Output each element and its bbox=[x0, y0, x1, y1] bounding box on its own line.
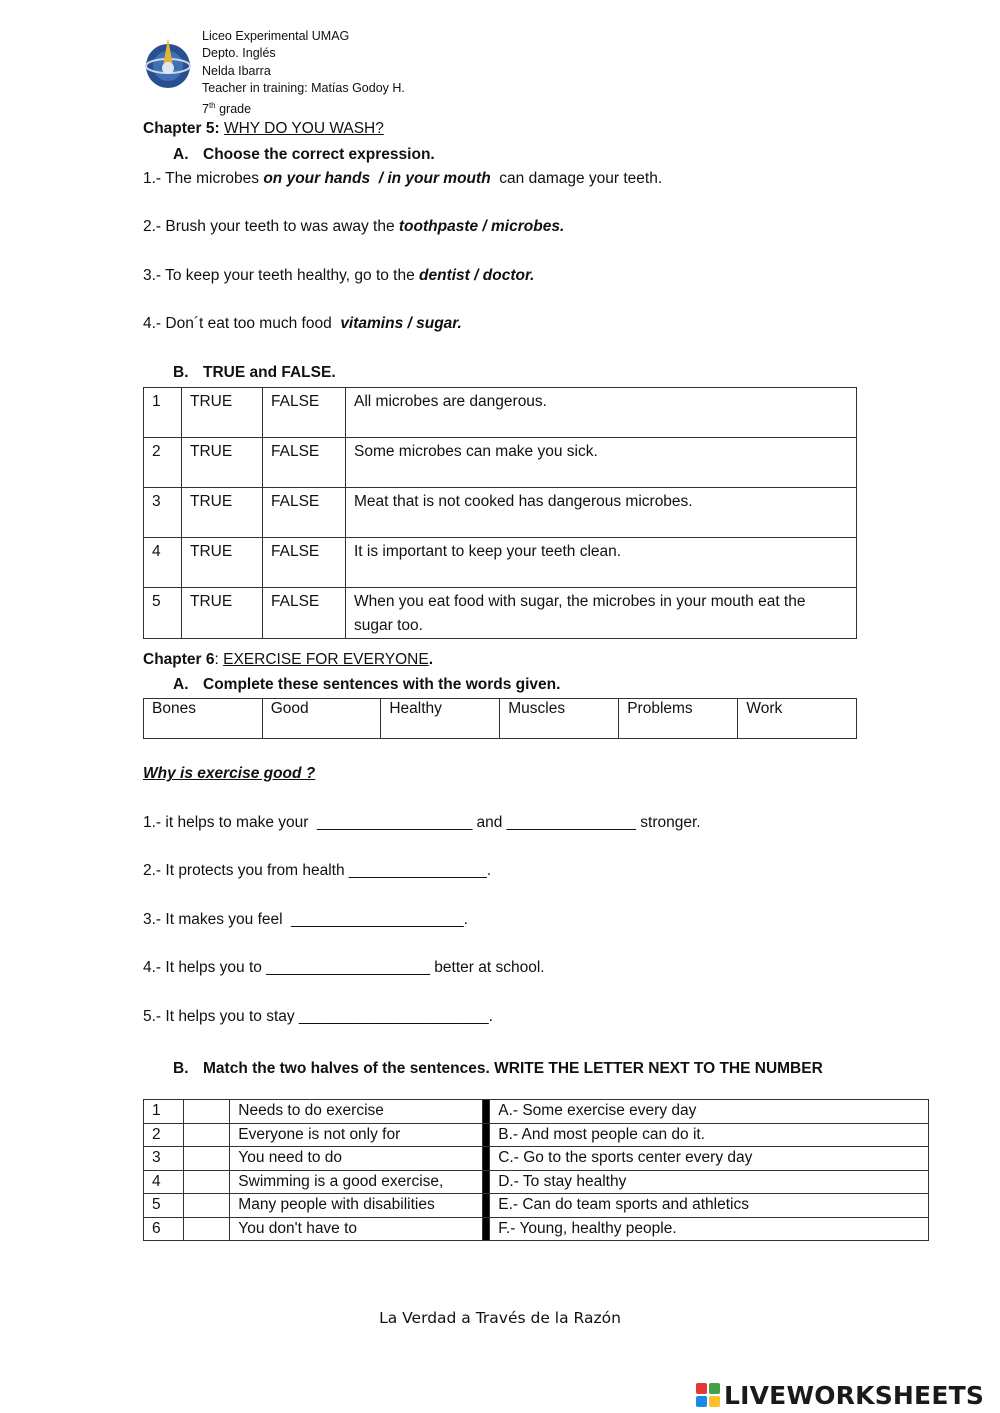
word-bank-item[interactable]: Work bbox=[738, 699, 857, 739]
table-row bbox=[144, 1123, 929, 1147]
brand-square bbox=[696, 1383, 707, 1394]
brand-name: LIVEWORKSHEETS bbox=[724, 1380, 985, 1410]
row-number: 2 bbox=[144, 1123, 184, 1147]
section-a-heading: A. Choose the correct expression. bbox=[173, 146, 435, 163]
table-row bbox=[144, 1147, 929, 1171]
divider bbox=[483, 1100, 490, 1124]
false-option[interactable]: FALSE bbox=[263, 538, 346, 588]
divider bbox=[483, 1147, 490, 1171]
word-bank bbox=[143, 698, 857, 739]
statement: Some microbes can make you sick. bbox=[346, 438, 857, 488]
liveworksheets-brand[interactable] bbox=[696, 1381, 984, 1409]
expression-item: 3.- To keep your teeth healthy, go to the dentist / doctor. bbox=[143, 267, 535, 284]
table-row bbox=[144, 1194, 929, 1218]
question-heading: Why is exercise good ? bbox=[143, 765, 316, 782]
true-option[interactable]: TRUE bbox=[182, 438, 263, 488]
row-number: 3 bbox=[144, 488, 182, 538]
first-half: Needs to do exercise bbox=[230, 1100, 483, 1124]
school-header bbox=[202, 28, 405, 119]
fill-blank-sentence[interactable]: 4.- It helps you to ___________________ better at school. bbox=[143, 959, 545, 976]
header-line: Depto. Inglés bbox=[202, 46, 276, 61]
word-bank-item[interactable]: Good bbox=[262, 699, 381, 739]
statement: Meat that is not cooked has dangerous microbes. bbox=[346, 488, 857, 538]
first-half: You need to do bbox=[230, 1147, 483, 1171]
false-option[interactable]: FALSE bbox=[263, 488, 346, 538]
expression-item: 4.- Don´t eat too much food vitamins / sugar. bbox=[143, 315, 462, 332]
chapter-5-title: Chapter 5: WHY DO YOU WASH? bbox=[143, 120, 384, 137]
fill-blank-sentence[interactable]: 3.- It makes you feel ____________________. bbox=[143, 911, 468, 928]
second-half: B.- And most people can do it. bbox=[490, 1123, 929, 1147]
table-row bbox=[144, 1100, 929, 1124]
match-table bbox=[143, 1099, 929, 1241]
row-number: 3 bbox=[144, 1147, 184, 1171]
word-bank-item[interactable]: Muscles bbox=[500, 699, 619, 739]
statement: All microbes are dangerous. bbox=[346, 388, 857, 438]
true-option[interactable]: TRUE bbox=[182, 488, 263, 538]
section-b-heading: B. TRUE and FALSE. bbox=[173, 364, 336, 381]
word-bank-item[interactable]: Healthy bbox=[381, 699, 500, 739]
false-option[interactable]: FALSE bbox=[263, 438, 346, 488]
false-option[interactable]: FALSE bbox=[263, 388, 346, 438]
row-number: 5 bbox=[144, 1194, 184, 1218]
first-half: Swimming is a good exercise, bbox=[230, 1170, 483, 1194]
table-row bbox=[144, 438, 857, 488]
word-bank-item[interactable]: Bones bbox=[144, 699, 263, 739]
answer-box[interactable] bbox=[184, 1170, 230, 1194]
statement: When you eat food with sugar, the microbes in your mouth eat the sugar too. bbox=[346, 588, 857, 639]
chapter-6-title: Chapter 6: EXERCISE FOR EVERYONE. bbox=[143, 651, 434, 668]
brand-logo-icon bbox=[696, 1383, 720, 1407]
expression-item: 2.- Brush your teeth to was away the toothpaste / microbes. bbox=[143, 218, 565, 235]
school-logo bbox=[140, 36, 196, 92]
row-number: 4 bbox=[144, 1170, 184, 1194]
divider bbox=[483, 1170, 490, 1194]
answer-box[interactable] bbox=[184, 1194, 230, 1218]
divider bbox=[483, 1123, 490, 1147]
fill-blank-sentence[interactable]: 1.- it helps to make your __________________ and _______________ stronger. bbox=[143, 814, 701, 831]
row-number: 1 bbox=[144, 388, 182, 438]
second-half: A.- Some exercise every day bbox=[490, 1100, 929, 1124]
expression-options[interactable]: on your hands / in your mouth bbox=[263, 170, 491, 187]
word-bank-row bbox=[144, 699, 857, 739]
brand-square bbox=[709, 1396, 720, 1407]
row-number: 6 bbox=[144, 1217, 184, 1241]
answer-box[interactable] bbox=[184, 1123, 230, 1147]
expression-item: 1.- The microbes on your hands / in your mouth can damage your teeth. bbox=[143, 170, 663, 187]
word-bank-item[interactable]: Problems bbox=[619, 699, 738, 739]
brand-square bbox=[709, 1383, 720, 1394]
header-line: Teacher in training: Matías Godoy H. bbox=[202, 80, 405, 95]
second-half: E.- Can do team sports and athletics bbox=[490, 1194, 929, 1218]
header-line: Liceo Experimental UMAG bbox=[202, 29, 350, 43]
answer-box[interactable] bbox=[184, 1217, 230, 1241]
row-number: 1 bbox=[144, 1100, 184, 1124]
second-half: F.- Young, healthy people. bbox=[490, 1217, 929, 1241]
true-false-table bbox=[143, 387, 857, 639]
footer-motto: La Verdad a Través de la Razón bbox=[379, 1309, 621, 1327]
false-option[interactable]: FALSE bbox=[263, 588, 346, 639]
brand-square bbox=[696, 1396, 707, 1407]
header-line: Nelda Ibarra bbox=[202, 63, 271, 78]
answer-box[interactable] bbox=[184, 1147, 230, 1171]
expression-options[interactable]: vitamins / sugar. bbox=[340, 315, 462, 332]
table-row bbox=[144, 1170, 929, 1194]
statement: It is important to keep your teeth clean. bbox=[346, 538, 857, 588]
section-a-heading: A. Complete these sentences with the words given. bbox=[173, 676, 561, 693]
expression-options[interactable]: dentist / doctor. bbox=[419, 267, 535, 284]
divider bbox=[483, 1217, 490, 1241]
section-b-heading: B. Match the two halves of the sentences. WRITE THE LETTER NEXT TO THE NUMBER bbox=[173, 1060, 823, 1077]
table-row bbox=[144, 1217, 929, 1241]
fill-blank-sentence[interactable]: 5.- It helps you to stay ______________________. bbox=[143, 1008, 493, 1025]
table-row bbox=[144, 488, 857, 538]
table-row bbox=[144, 538, 857, 588]
fill-blank-sentence[interactable]: 2.- It protects you from health ________________. bbox=[143, 862, 492, 879]
first-half: Everyone is not only for bbox=[230, 1123, 483, 1147]
grade-line: 7th grade bbox=[202, 101, 252, 117]
row-number: 5 bbox=[144, 588, 182, 639]
true-option[interactable]: TRUE bbox=[182, 388, 263, 438]
second-half: D.- To stay healthy bbox=[490, 1170, 929, 1194]
true-option[interactable]: TRUE bbox=[182, 588, 263, 639]
first-half: Many people with disabilities bbox=[230, 1194, 483, 1218]
table-row bbox=[144, 388, 857, 438]
expression-options[interactable]: toothpaste / microbes. bbox=[398, 218, 565, 235]
row-number: 4 bbox=[144, 538, 182, 588]
answer-box[interactable] bbox=[184, 1100, 230, 1124]
divider bbox=[483, 1194, 490, 1218]
second-half: C.- Go to the sports center every day bbox=[490, 1147, 929, 1171]
true-option[interactable]: TRUE bbox=[182, 538, 263, 588]
table-row bbox=[144, 588, 857, 639]
row-number: 2 bbox=[144, 438, 182, 488]
first-half: You don't have to bbox=[230, 1217, 483, 1241]
